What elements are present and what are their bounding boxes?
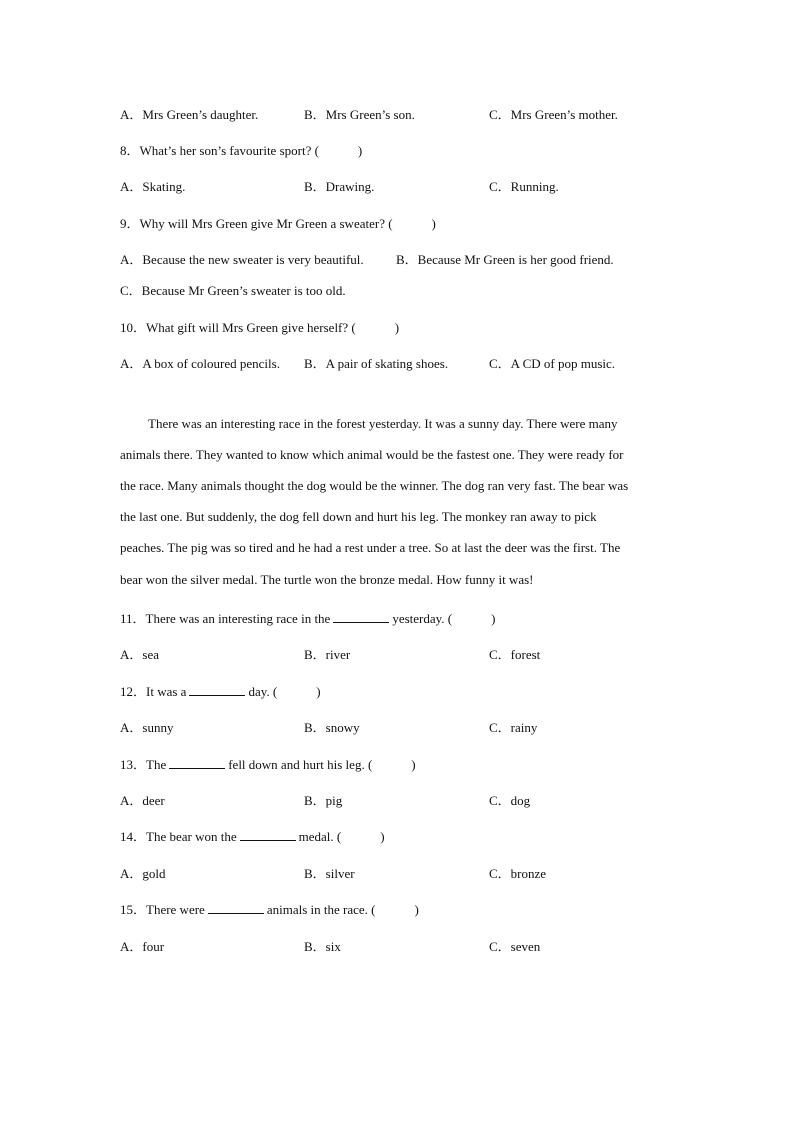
q10-stem: 10．What gift will Mrs Green give herself? ( ) bbox=[120, 320, 400, 335]
q7-option-b: B．Mrs Green’s son. bbox=[304, 107, 415, 122]
q15-stem-post: animals in the race. ( ) bbox=[266, 902, 419, 917]
q15-stem bbox=[120, 899, 419, 918]
q11-stem bbox=[120, 608, 495, 627]
q11-stem-pre: 11．There was an interesting race in the bbox=[120, 611, 331, 626]
q12-option-b: B．snowy bbox=[304, 720, 360, 735]
q7-option-c: C．Mrs Green’s mother. bbox=[489, 107, 618, 122]
passage-line: bear won the silver medal. The turtle won the bronze medal. How funny it was! bbox=[120, 572, 534, 587]
q15-option-b: B．six bbox=[304, 939, 341, 954]
q13-stem-pre: 13．The bbox=[120, 757, 167, 772]
answer-blank[interactable] bbox=[189, 684, 245, 696]
q13-stem bbox=[120, 754, 416, 773]
q8-option-b: B．Drawing. bbox=[304, 179, 375, 194]
q10-option-c: C．A CD of pop music. bbox=[489, 356, 616, 371]
q12-stem-pre: 12．It was a bbox=[120, 684, 187, 699]
q15-stem-pre: 15．There were bbox=[120, 902, 205, 917]
passage-line: There was an interesting race in the forest yesterday. It was a sunny day. There were many bbox=[148, 416, 618, 431]
q8-option-a: A．Skating. bbox=[120, 179, 186, 194]
q14-stem bbox=[120, 826, 385, 845]
passage-line: peaches. The pig was so tired and he had a rest under a tree. So at last the deer was the first. The bbox=[120, 540, 621, 555]
q14-option-b: B．silver bbox=[304, 866, 355, 881]
q10-option-a: A．A box of coloured pencils. bbox=[120, 356, 280, 371]
passage-line: the race. Many animals thought the dog would be the winner. The dog ran very fast. The bear was bbox=[120, 478, 629, 493]
q11-stem-post: yesterday. ( ) bbox=[392, 611, 496, 626]
q9-option-a: A．Because the new sweater is very beautiful. bbox=[120, 252, 364, 267]
q12-stem bbox=[120, 681, 321, 700]
q9-option-b: B．Because Mr Green is her good friend. bbox=[396, 252, 614, 267]
q13-stem-post: fell down and hurt his leg. ( ) bbox=[228, 757, 416, 772]
answer-blank[interactable] bbox=[240, 829, 296, 841]
q14-option-c: C．bronze bbox=[489, 866, 547, 881]
q14-stem-post: medal. ( ) bbox=[298, 829, 385, 844]
q12-option-c: C．rainy bbox=[489, 720, 538, 735]
q12-stem-post: day. ( ) bbox=[248, 684, 321, 699]
q12-option-a: A．sunny bbox=[120, 720, 174, 735]
q14-option-a: A．gold bbox=[120, 866, 166, 881]
q13-option-c: C．dog bbox=[489, 793, 531, 808]
answer-blank[interactable] bbox=[169, 757, 225, 769]
q9-option-c: C．Because Mr Green’s sweater is too old. bbox=[120, 283, 346, 298]
q9-stem: 9．Why will Mrs Green give Mr Green a sweater? ( ) bbox=[120, 216, 436, 231]
answer-blank[interactable] bbox=[208, 902, 264, 914]
q11-option-b: B．river bbox=[304, 647, 351, 662]
q11-option-c: C．forest bbox=[489, 647, 541, 662]
q7-option-a: A．Mrs Green’s daughter. bbox=[120, 107, 259, 122]
passage-line: animals there. They wanted to know which animal would be the fastest one. They were ready for bbox=[120, 447, 624, 462]
q15-option-c: C．seven bbox=[489, 939, 541, 954]
answer-blank[interactable] bbox=[333, 611, 389, 623]
q13-option-b: B．pig bbox=[304, 793, 343, 808]
passage-line: the last one. But suddenly, the dog fell down and hurt his leg. The monkey ran away to pick bbox=[120, 509, 597, 524]
q10-option-b: B．A pair of skating shoes. bbox=[304, 356, 449, 371]
q11-option-a: A．sea bbox=[120, 647, 159, 662]
q15-option-a: A．four bbox=[120, 939, 165, 954]
q8-option-c: C．Running. bbox=[489, 179, 559, 194]
q8-stem: 8．What’s her son’s favourite sport? ( ) bbox=[120, 143, 363, 158]
q14-stem-pre: 14．The bear won the bbox=[120, 829, 237, 844]
q13-option-a: A．deer bbox=[120, 793, 165, 808]
